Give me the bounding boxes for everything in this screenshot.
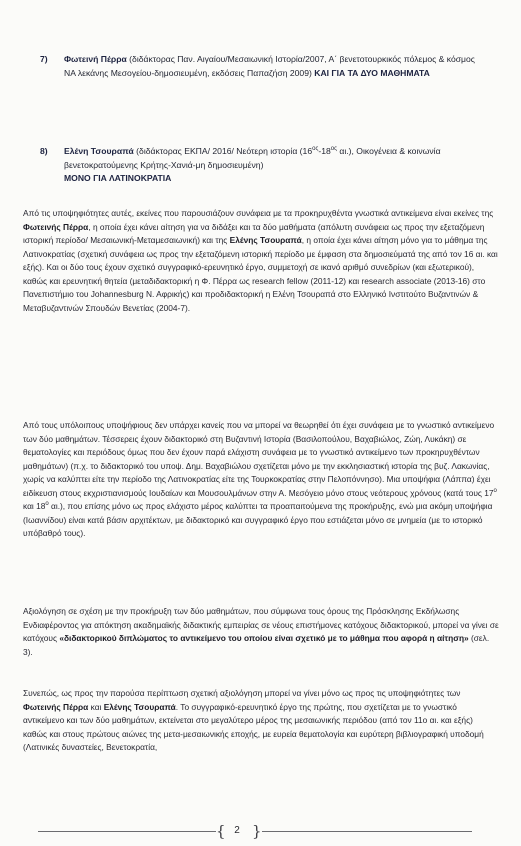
candidate-details: αι.), Οικογένεια & κοινωνία βενετοκρατούμενης Κρήτης-Χανιά-μη δημοσιευμένη) xyxy=(64,146,441,170)
item-body xyxy=(64,53,480,80)
candidate-details: (διδάκτορας Παν. Αιγαίου/Μεσαιωνική Ιστορία/2007, Α΄ βενετοτουρκικός πόλεμος & κόσμος ΝΑ λεκάνης Μεσογείου-δημοσιευμένη, εκδόσεις Παπαζήση 2009) xyxy=(64,54,475,78)
candidate-name: Ελένη Τσουραπά xyxy=(64,146,134,156)
superscript: ος xyxy=(312,146,319,153)
paragraph-conclusion xyxy=(23,687,499,755)
superscript: ο xyxy=(493,487,497,494)
paragraph-text: . Το συγγραφικό-ερευνητικό έργο της πρώτης, που σχετίζεται με το γνωστικό αντικείμενο και των δύο μαθημάτων, εκτείνεται στο μεγαλύτερο μέρος της μεσαιωνικής περιόδου (από τον 11ο αι. και εξής) καθώς και στους πρώτους αιώνες της μετα-μεσαιωνικής εποχής, με ευρεία θεματολογία και ευρύτερη βιβλιογραφική υποδομή (Λατινικές δυναστείες, Βενετοκρατία, xyxy=(23,701,484,752)
footer-rule-right xyxy=(262,831,472,832)
bold-name: Φωτεινής Πέρρα xyxy=(23,701,89,712)
candidate-scope: ΚΑΙ ΓΙΑ ΤΑ ΔΥΟ ΜΑΘΗΜΑΤΑ xyxy=(314,67,430,78)
paragraph-text: και 18 xyxy=(23,501,46,511)
item-body xyxy=(64,145,480,186)
paragraph-text: , η οποία έχει κάνει αίτηση μόνο για το μάθημα της Λατινοκρατίας (σχετική συνάφεια ως προς την εξεταζόμενη ιστορική περίοδο με έμφαση στα δημοσιεύματά της από τον 16 αι. και εξής). Και οι δύο τους έχουν σχετικό συγγραφικό-ερευνητικό έργο, συμμετοχή σε ικανό αριθμό συνεδρίων (και εξωτερικού), καθώς και ερευνητική θητεία (μεταδιδακτορική η Φ. Πέρρα ως research fellow (2011-12) και research associate (2013-16) στο Πανεπιστήμιο του Johannesburg Ν. Αφρικής) και προδιδακτορική η Ελένη Τσουραπά στο Ελληνικό Ινστιτούτο Βυζαντινών & Μεταβυζαντινών Σπουδών Βενετίας (2004-7). xyxy=(23,235,498,313)
item-number: 8) xyxy=(40,146,48,156)
paragraph-text: Από τους υπόλοιπους υποψήφιους δεν υπάρχει κανείς που να μπορεί να θεωρηθεί ότι έχει συνάφεια με το γνωστικό αντικείμενο των δύο μαθημάτων. Τέσσερεις έχουν διδακτορικό στη Βυζαντινή Ιστορία (Βασιλοπούλου, Βαχαβιώλος, Ζώη, Λυκάκη) σε θεματολογίες και περιόδους όμως που δεν έχουν παρά ελάχιστη συνάφεια με το γνωστικό αντικείμενο των προκηρυχθέντων μαθημάτων) (π.χ. το διδακτορικό του υποψ. Δημ. Βαχαβιώλου σχετίζεται μόνο με την εκκλησιαστική ιστορία της βυζ. Λακωνίας, χωρίς να καλύπτει είτε την περίοδο της Λατινοκρατίας είτε της Τουρκοκρατίας στην Πελοπόννησο). Μια υποψήφια (Λάππα) έχει ειδίκευση στους εκχριστιανισμούς Ιουδαίων και Μουσουλμάνων στην Α. Μεσόγειο μόνο στους νεότερους χρόνους (κατά τους 17 xyxy=(23,420,495,498)
bold-name: Ελένης Τσουραπά xyxy=(103,701,176,712)
paragraph-text: αι.), που επίσης μόνο ως προς ελάχιστο μέρος καλύπτει τα προαπαιτούμενα της προκήρυξης, ενώ μια ακόμη υποψήφια (Ιωαννίδου) είναι κατά βάσιν αρχιτέκτων, με διδακτορικό και συγγραφικό έργο που εστιάζεται μόνο σε μνημεία (με το ιστορικό υπόβαθρό τους). xyxy=(23,501,493,538)
candidate-details: -18 xyxy=(318,146,331,156)
paragraph-text: Από τις υποψηφιότητες αυτές, εκείνες που παρουσιάζουν συνάφεια με τα προκηρυχθέντα γνωστικά αντικείμενα είναι εκείνες της xyxy=(23,208,494,218)
candidate-item-8 xyxy=(40,145,480,186)
superscript: ο xyxy=(45,501,49,508)
footer-rule-left xyxy=(38,831,216,832)
candidate-item-7 xyxy=(40,53,480,80)
bold-name: Ελένης Τσουραπά xyxy=(229,235,302,245)
paragraph-text: και xyxy=(88,701,104,712)
candidate-scope: ΜΟΝΟ ΓΙΑ ΛΑΤΙΝΟΚΡΑΤΙΑ xyxy=(64,173,172,184)
paragraph-relevance xyxy=(23,207,499,315)
item-number: 7) xyxy=(40,54,48,64)
footer-brace-right: } xyxy=(252,822,262,840)
paragraph-text: (σελ. 3). xyxy=(23,633,490,657)
page-number: 2 xyxy=(234,825,240,836)
bold-quote: «διδακτορικού διπλώματος το αντικείμενο του οποίου είναι σχετικό με το μάθημα που αφορά η αίτηση» xyxy=(59,633,469,643)
paragraph-evaluation-criteria xyxy=(23,605,499,659)
paragraph-other-candidates xyxy=(23,419,499,541)
superscript: ος xyxy=(330,146,337,153)
paragraph-text: Αξιολόγηση σε σχέση με την προκήρυξη των δύο μαθημάτων, που σύμφωνα τους όρους της Πρόσκλησης Εκδήλωσης Ενδιαφέροντος για απόκτηση ακαδημαϊκής διδακτικής εμπειρίας σε νέους επιστήμονες κατόχους διδακτορικού, μπορεί να γίνει σε κατόχους xyxy=(23,606,499,643)
paragraph-text: Συνεπώς, ως προς την παρούσα περίπτωση σχετική αξιολόγηση μπορεί να γίνει μόνο ως προς τις υποψηφιότητες των xyxy=(23,688,461,698)
footer-brace-left: { xyxy=(216,822,226,840)
paragraph-text: , η οποία έχει κάνει αίτηση για να διδάξει και τα δύο μαθήματα (απόλυτη συνάφεια ως προς την εξεταζόμενη ιστορική περίοδο/ Μεσαιωνική-Μεταμεσαιωνική) και της xyxy=(23,221,485,245)
bold-name: Φωτεινής Πέρρα xyxy=(23,221,89,232)
candidate-details: (διδάκτορας ΕΚΠΑ/ 2016/ Νεότερη ιστορία (16 xyxy=(133,146,313,156)
candidate-name: Φωτεινή Πέρρα xyxy=(64,54,127,64)
